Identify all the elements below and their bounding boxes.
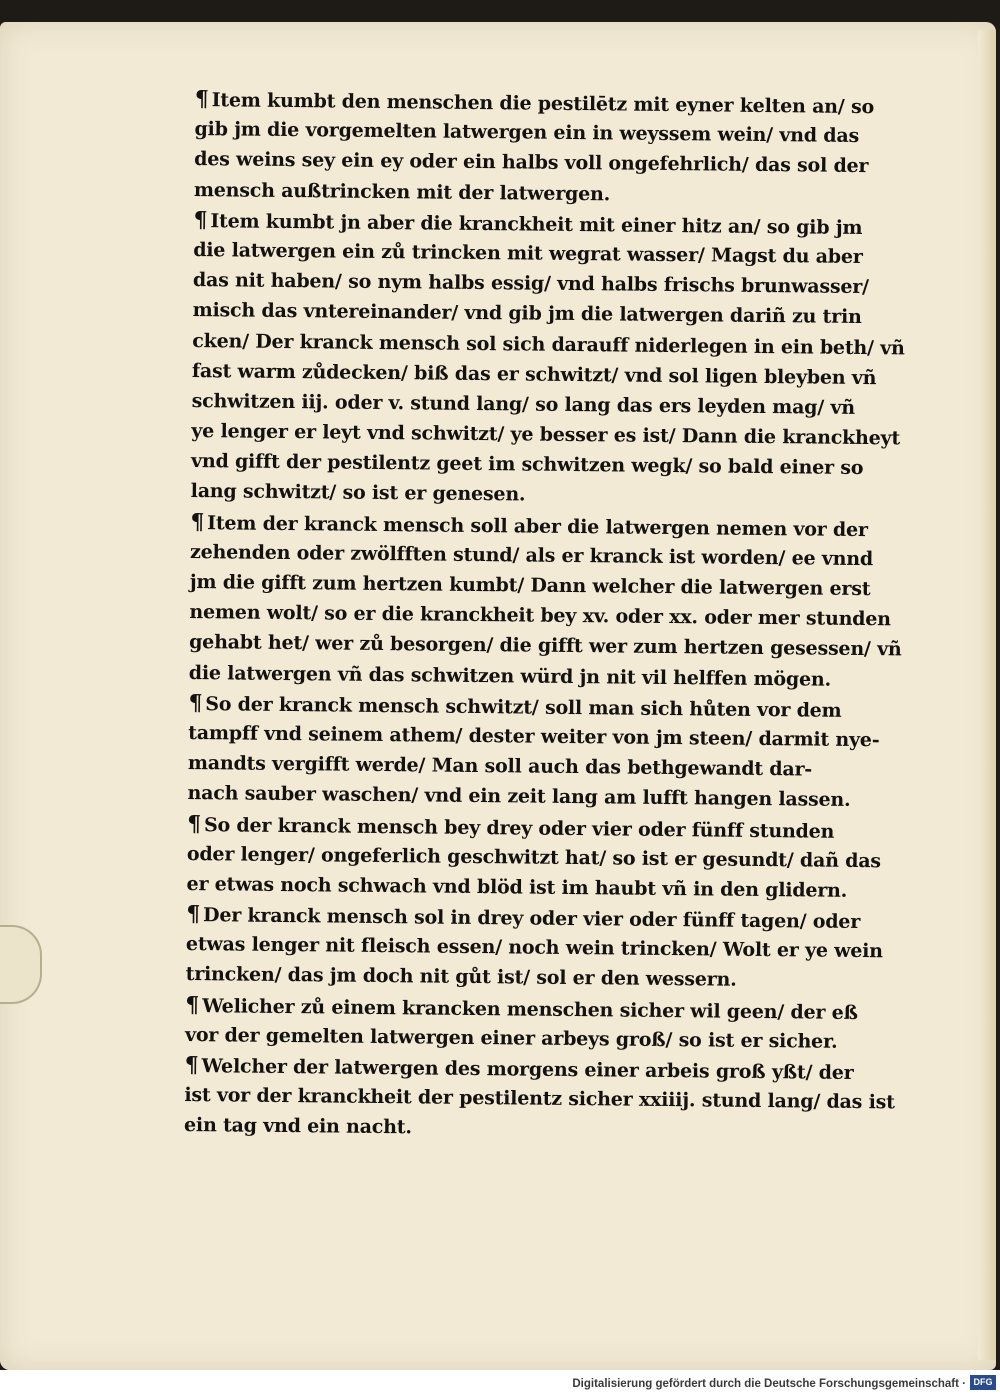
paragraph: [185, 990, 914, 1058]
paragraph: [186, 899, 915, 997]
line-text: schwitzen iij. oder v. stund lang/ so lang das ers leyden mag/ vñ: [191, 389, 856, 419]
page-edge-right: [978, 30, 996, 1360]
line-text: vor der gemelten latwergen einer arbeys groß/ so ist er sicher.: [184, 1023, 838, 1053]
paragraph: [191, 205, 922, 514]
line-text: er etwas noch schwach vnd blöd ist im haubt vñ in den glidern.: [186, 872, 848, 902]
line-text: mensch außtrincken mit der latwergen.: [193, 178, 611, 205]
line-text: ye lenger er leyt vnd schwitzt/ ye besser es ist/ Dann die kranckheyt: [191, 420, 901, 450]
line-text: die latwergen ein zů trincken mit wegrat wasser/ Magst du aber: [193, 238, 863, 268]
line-text: gib jm die vorgemelten latwergen ein in weyssem wein/ vnd das: [194, 118, 860, 148]
line-text: lang schwitzt/ so ist er genesen.: [190, 480, 526, 506]
pilcrow-icon: ¶: [188, 689, 203, 716]
line-text: nemen wolt/ so er die kranckheit bey xv. oder xx. oder mer stunden: [189, 601, 891, 631]
line-text: zehenden oder zwölfften stund/ als er kranck ist worden/ ee vnnd: [189, 540, 874, 570]
paragraph: [194, 84, 923, 212]
line-text: So der kranck mensch schwitzt/ soll man sich hůten vor dem: [205, 692, 842, 722]
line-text: fast warm zůdecken/ biß das er schwitzt/ vnd sol ligen bleyben vñ: [191, 359, 877, 389]
line-text: cken/ Der kranck mensch sol sich darauff niderlegen in ein beth/ vñ: [192, 329, 905, 359]
line-text: Welcher der latwergen des morgens einer arbeis groß yßt/ der: [201, 1055, 854, 1084]
pilcrow-icon: ¶: [186, 901, 201, 928]
paragraph: [186, 808, 915, 906]
line-text: tampff vnd seinem athem/ dester weiter von jm steen/ darmit nye-: [188, 721, 880, 752]
footer-bar: [0, 1370, 1000, 1394]
paragraph: [189, 507, 919, 696]
line-text: gehabt het/ wer zů besorgen/ die gifft wer zum hertzen gesessen/ vñ: [189, 631, 902, 661]
footer-credit: Digitalisierung gefördert durch die Deutsche Forschungsgemeinschaft ·: [572, 1378, 966, 1390]
line-text: etwas lenger nit fleisch essen/ noch wein trincken/ Wolt er ye wein: [185, 933, 883, 963]
line-text: Item kumbt den menschen die pestilētz mit eyner kelten an/ so: [211, 89, 875, 119]
paragraph: [187, 688, 916, 816]
line-text: Item kumbt jn aber die kranckheit mit einer hitz an/ so gib jm: [210, 209, 863, 239]
line-text: oder lenger/ ongeferlich geschwitzt hat/ so ist er gesundt/ dañ das: [186, 842, 882, 872]
line-text: ein tag vnd ein nacht.: [183, 1114, 412, 1139]
line-text: trincken/ das jm doch nit gůt ist/ sol er den wessern.: [185, 963, 737, 992]
pilcrow-icon: ¶: [194, 85, 209, 113]
bookmark-tab: [0, 925, 42, 1004]
paragraph: [184, 1050, 913, 1148]
line-text: jm die gifft zum hertzen kumbt/ Dann welcher die latwergen erst: [189, 570, 871, 601]
line-text: vnd gifft der pestilentz geet im schwitzen wegk/ so bald einer so: [190, 450, 864, 480]
pilcrow-icon: ¶: [187, 810, 202, 837]
line-text: das nit haben/ so nym halbs essig/ vnd halbs frischs brunwasser/: [192, 269, 869, 299]
line-text: So der kranck mensch bey drey oder vier oder fünff stunden: [203, 813, 835, 843]
line-text: die latwergen vñ das schwitzen würd jn nit vil helffen mögen.: [188, 661, 832, 691]
pilcrow-icon: ¶: [193, 206, 208, 233]
line-text: misch das vntereinander/ vnd gib jm die latwergen dariñ zu trin: [192, 299, 862, 329]
line-text: Welicher zů einem krancken menschen sicher wil geen/ der eß: [202, 994, 858, 1024]
pilcrow-icon: ¶: [185, 991, 200, 1018]
dfg-logo-icon: DFG: [970, 1375, 996, 1390]
page-text-block: [184, 84, 923, 1148]
pilcrow-icon: ¶: [190, 508, 205, 535]
line-text: mandts vergifft werde/ Man soll auch das bethgewandt dar-: [187, 752, 813, 781]
line-text: Der kranck mensch sol in drey oder vier oder fünff tagen/ oder: [202, 904, 861, 934]
line-text: des weins sey ein ey oder ein halbs voll ongefehrlich/ das sol der: [194, 148, 869, 178]
line-text: nach sauber waschen/ vnd ein zeit lang am lufft hangen lassen.: [187, 782, 851, 812]
line-text: Item der kranck mensch soll aber die latwergen nemen vor der: [207, 511, 868, 541]
line-text: ist vor der kranckheit der pestilentz sicher xxiiij. stund lang/ das ist: [184, 1084, 895, 1114]
pilcrow-icon: ¶: [184, 1051, 199, 1079]
